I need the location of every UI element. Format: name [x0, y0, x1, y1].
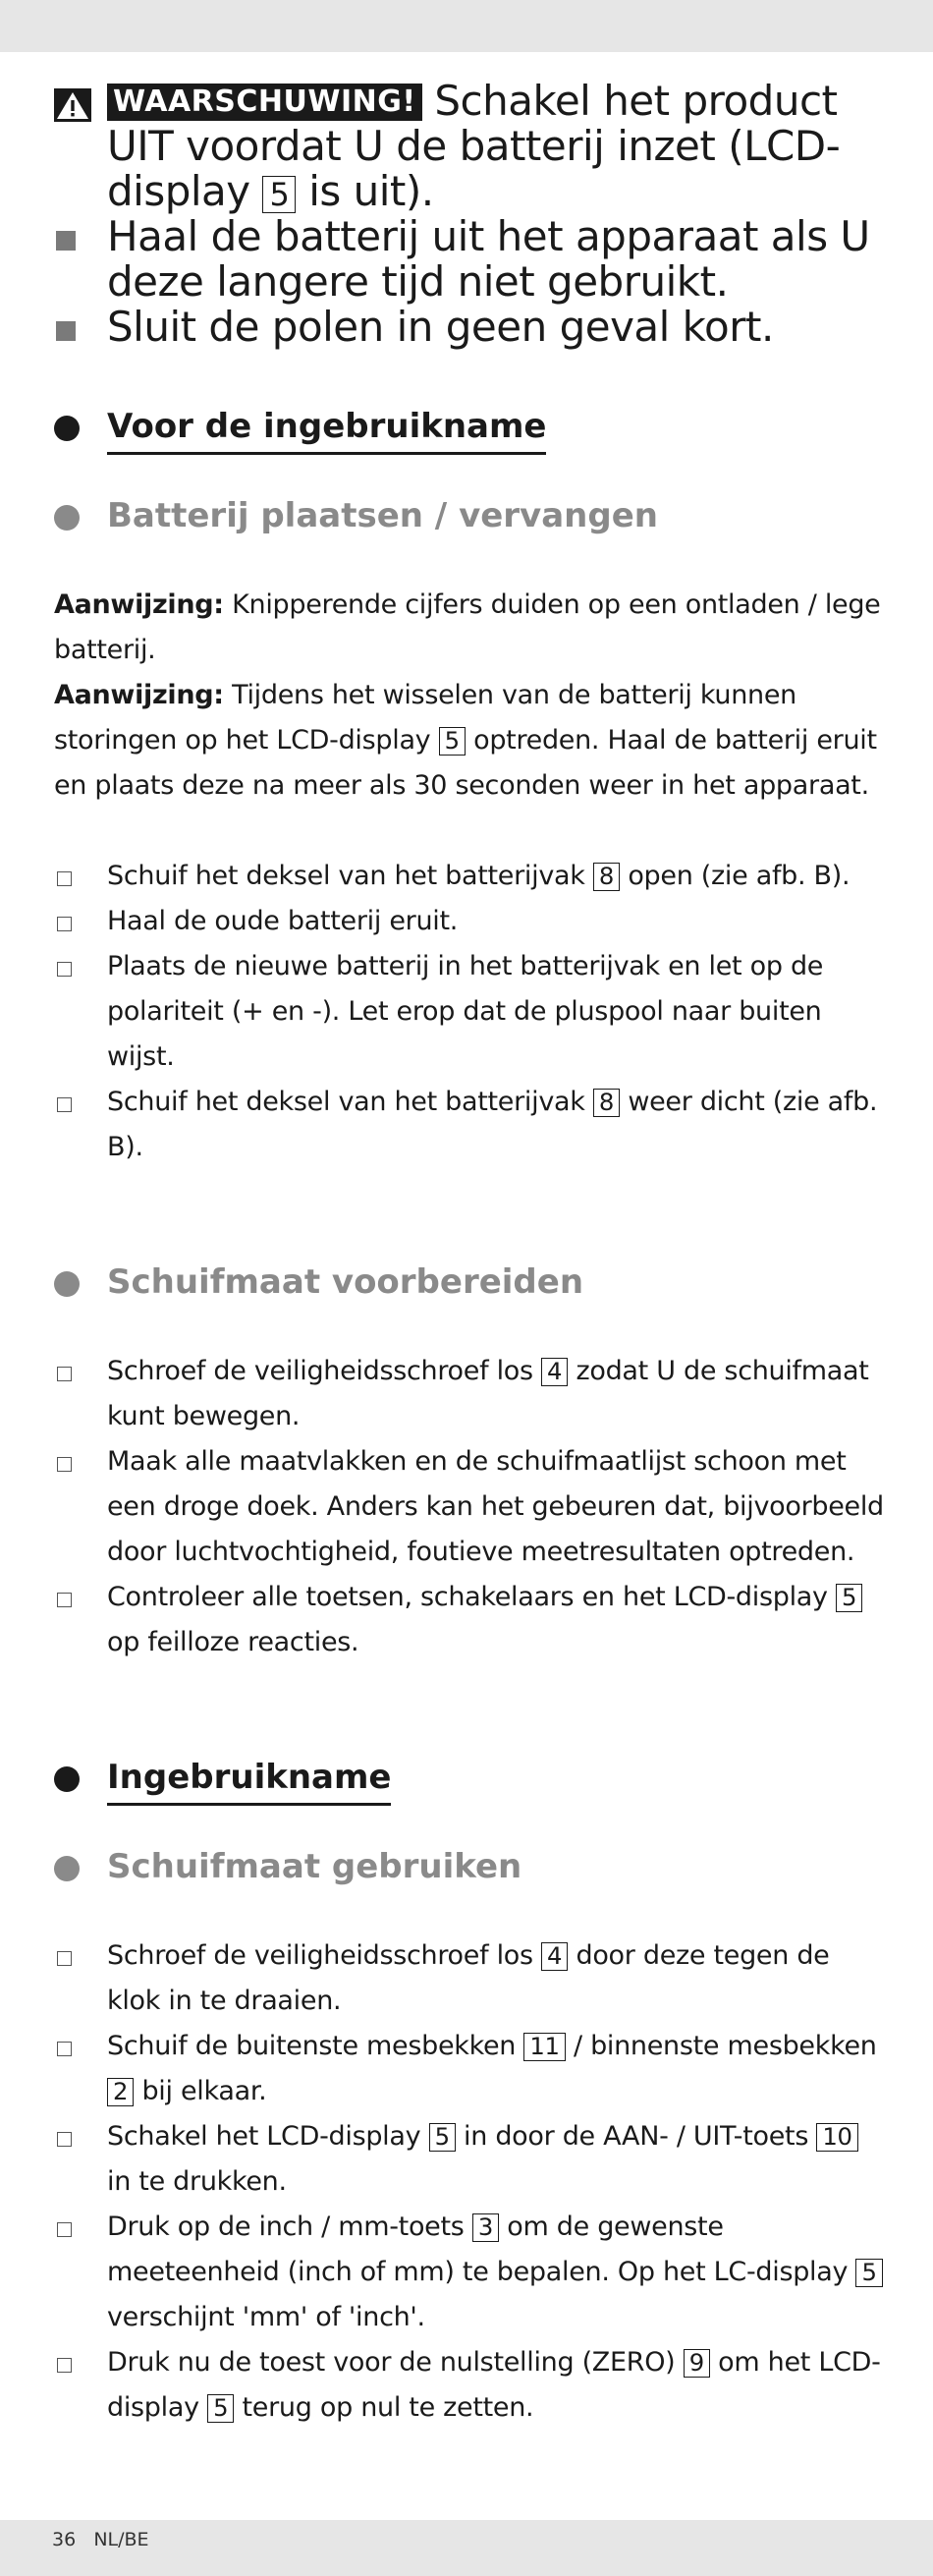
step-text: Schuif de buitenste mesbekken [107, 2031, 524, 2061]
checkbox-square-icon [57, 962, 72, 977]
subsection-title: Schuifmaat gebruiken [107, 1847, 522, 1886]
section-title: Ingebruikname [107, 1756, 391, 1806]
step-text: in te drukken. [107, 2166, 287, 2197]
warning-item-3 [54, 305, 889, 350]
step-text: door deze tegen de klok in te draaien. [107, 1940, 830, 2016]
warning-text: is uit). [296, 167, 434, 215]
warning-triangle-icon [54, 88, 91, 122]
ref-number: 8 [593, 1089, 620, 1117]
ref-number: 8 [593, 863, 620, 891]
section-title: Voor de ingebruikname [107, 405, 546, 455]
note-label: Aanwijzing: [54, 680, 224, 710]
list-item [54, 2024, 889, 2114]
list-item [54, 1349, 889, 1439]
note-paragraph-2 [54, 673, 889, 809]
page-number: 36 [52, 2529, 77, 2550]
bullet-dot-icon [54, 416, 80, 441]
bullet-square-icon [56, 231, 76, 251]
locale-code: NL/BE [93, 2529, 149, 2550]
step-text: Schroef de veiligheidsschroef los [107, 1940, 542, 1971]
list-item [54, 1933, 889, 2024]
top-margin-band [0, 0, 933, 52]
ref-number: 9 [684, 2349, 710, 2378]
prepare-steps-list [54, 1349, 889, 1665]
warning-item-1 [54, 79, 889, 214]
subsection-title: Batterij plaatsen / vervangen [107, 496, 658, 535]
ref-number: 5 [439, 727, 466, 756]
step-text: Haal de oude batterij eruit. [107, 906, 459, 936]
bullet-dot-icon [54, 505, 80, 531]
bullet-dot-icon [54, 1766, 80, 1792]
step-text: verschijnt 'mm' of 'inch'. [107, 2302, 425, 2332]
list-item [54, 1439, 889, 1575]
ref-number: 3 [472, 2213, 499, 2242]
warning-text: Schakel het product UIT voordat U de batterij inzet (LCD-display [107, 77, 841, 215]
checkbox-square-icon [57, 2222, 72, 2237]
step-text: om de gewenste meeteenheid (inch of mm) te bepalen. Op het LC-display [107, 2212, 856, 2287]
list-item [54, 2205, 889, 2340]
step-text: terug op nul te zetten. [234, 2392, 534, 2423]
step-text: Schuif het deksel van het batterijvak [107, 1087, 593, 1117]
note-paragraph-1 [54, 583, 889, 673]
section-heading-before-use [54, 405, 889, 455]
step-text: Schakel het LCD-display [107, 2121, 429, 2152]
step-text: Controleer alle toetsen, schakelaars en het LCD-display [107, 1582, 836, 1612]
step-text: Schroef de veiligheidsschroef los [107, 1356, 542, 1386]
bullet-square-icon [56, 321, 76, 341]
step-text: zodat U de schuifmaat kunt bewegen. [107, 1356, 869, 1431]
step-text: om het LCD-display [107, 2347, 881, 2423]
page-content [54, 79, 889, 2431]
ref-number: 4 [541, 1358, 568, 1386]
checkbox-square-icon [57, 1951, 72, 1966]
checkbox-square-icon [57, 1367, 72, 1381]
note-text: Tijdens het wisselen van de batterij kunnen storingen op het LCD-display [54, 680, 796, 756]
list-item [54, 944, 889, 1080]
list-item [54, 2340, 889, 2431]
list-item [54, 899, 889, 944]
ref-number: 5 [207, 2394, 234, 2423]
step-text: Druk op de inch / mm-toets [107, 2212, 472, 2242]
checkbox-square-icon [57, 871, 72, 886]
checkbox-square-icon [57, 1097, 72, 1112]
checkbox-square-icon [57, 1593, 72, 1607]
use-steps-list [54, 1933, 889, 2431]
bullet-dot-icon [54, 1271, 80, 1297]
list-item [54, 854, 889, 899]
battery-steps-list [54, 854, 889, 1170]
checkbox-square-icon [57, 917, 72, 931]
step-text: bij elkaar. [134, 2076, 267, 2106]
list-item [54, 1575, 889, 1665]
ref-number: 5 [855, 2259, 882, 2287]
step-text: / binnenste mesbekken [565, 2031, 877, 2061]
step-text: Plaats de nieuwe batterij in het batterijvak en let op de polariteit (+ en -). Let erop dat de pluspool naar buiten wijst. [107, 951, 824, 1072]
note-label: Aanwijzing: [54, 589, 224, 620]
ref-number: 5 [429, 2123, 456, 2152]
warning-block [54, 79, 889, 350]
step-text: open (zie afb. B). [620, 861, 851, 891]
list-item [54, 2114, 889, 2205]
section-heading-use [54, 1756, 889, 1806]
step-text: weer dicht (zie afb. B). [107, 1087, 878, 1162]
subsection-heading-prepare [54, 1260, 889, 1304]
ref-number: 10 [816, 2123, 857, 2152]
warning-text: Sluit de polen in geen geval kort. [107, 303, 774, 351]
ref-number: 4 [541, 1942, 568, 1971]
step-text: Schuif het deksel van het batterijvak [107, 861, 593, 891]
bullet-dot-icon [54, 1856, 80, 1881]
checkbox-square-icon [57, 1457, 72, 1472]
checkbox-square-icon [57, 2358, 72, 2373]
ref-number: 5 [262, 176, 296, 213]
step-text: Maak alle maatvlakken en de schuifmaatlijst schoon met een droge doek. Anders kan het gebeuren dat, bijvoorbeeld door luchtvochtigheid, foutieve meetresultaten optreden. [107, 1446, 884, 1567]
subsection-heading-battery [54, 494, 889, 537]
ref-number: 2 [107, 2078, 134, 2106]
step-text: op feilloze reacties. [107, 1627, 359, 1657]
ref-number: 5 [836, 1584, 862, 1612]
checkbox-square-icon [57, 2132, 72, 2147]
note-text: Knipperende cijfers duiden op een ontladen / lege batterij. [54, 589, 881, 665]
subsection-title: Schuifmaat voorbereiden [107, 1262, 584, 1302]
subsection-heading-use [54, 1845, 889, 1888]
warning-item-2 [54, 214, 889, 305]
page-footer [52, 2529, 149, 2550]
ref-number: 11 [523, 2033, 565, 2061]
step-text: Druk nu de toest voor de nulstelling (ZERO) [107, 2347, 684, 2378]
step-text: in door de AAN- / UIT-toets [455, 2121, 817, 2152]
note-text: optreden. Haal de batterij eruit en plaats deze na meer als 30 seconden weer in het apparaat. [54, 725, 877, 801]
checkbox-square-icon [57, 2042, 72, 2056]
warning-label: WAARSCHUWING! [107, 84, 422, 121]
warning-text: Haal de batterij uit het apparaat als U deze langere tijd niet gebruikt. [107, 212, 870, 306]
list-item [54, 1080, 889, 1170]
